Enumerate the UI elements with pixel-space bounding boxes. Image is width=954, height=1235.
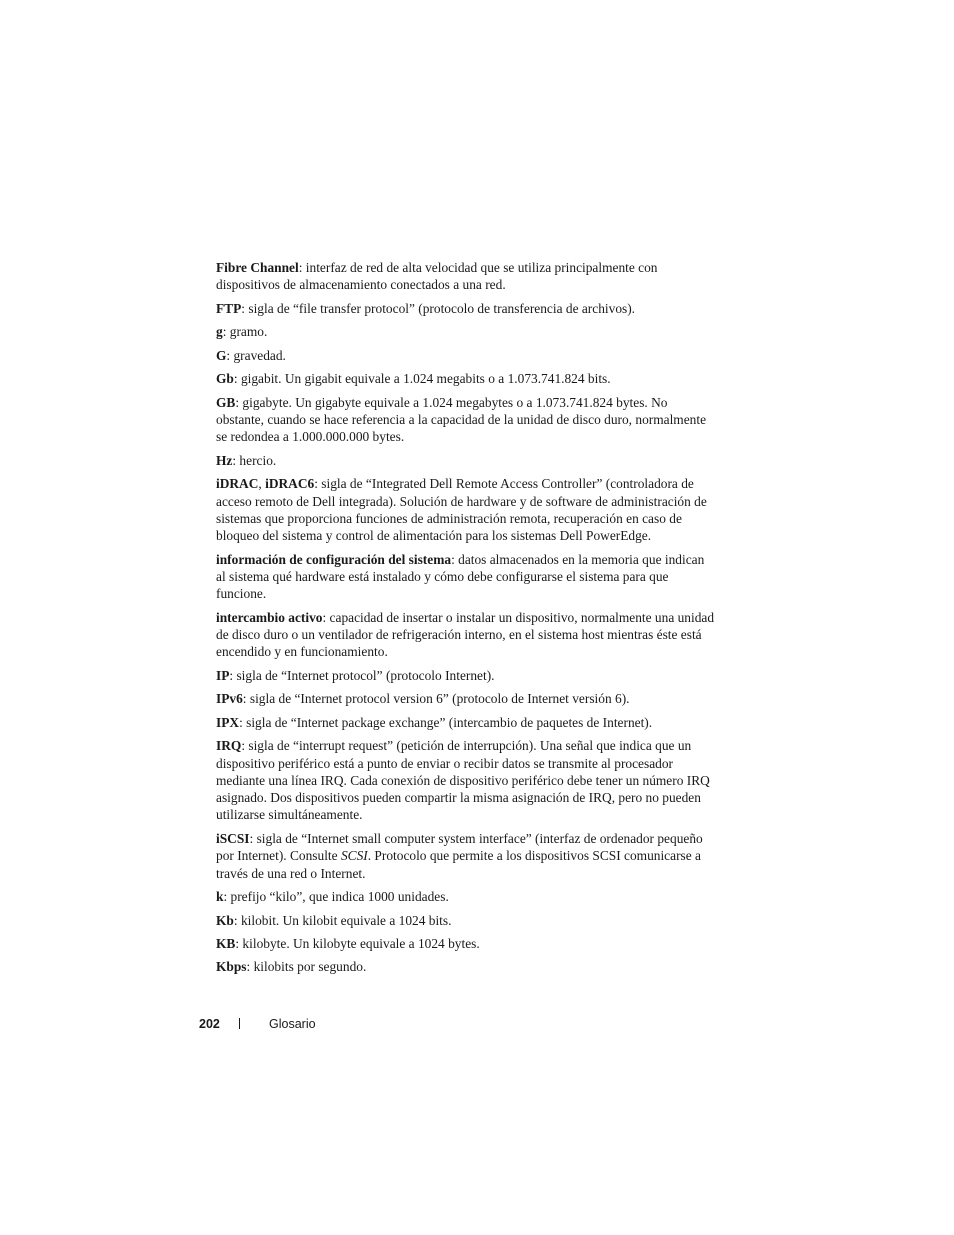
page-number: 202 xyxy=(199,1017,220,1031)
entry-term: IRQ xyxy=(216,738,242,754)
glossary-entry-idrac xyxy=(216,475,716,544)
entry-definition: : datos almacenados en la memoria que indican al sistema qué hardware está instalado y cómo debe configurarse el sistema para que funcione. xyxy=(216,551,705,602)
glossary-entry-intercambio-activo xyxy=(216,609,716,661)
entry-definition: : capacidad de insertar o instalar un dispositivo, normalmente una unidad de disco duro o un ventilador de refrigeración interno, en el sistema host mientras éste está encendido y en funcionamiento. xyxy=(216,609,715,660)
entry-term: G xyxy=(216,347,227,363)
glossary-entry-iscsi xyxy=(216,830,716,882)
entry-definition: : hercio. xyxy=(232,452,277,468)
glossary-entry-g-lower xyxy=(216,323,716,340)
entry-term: información de configuración del sistema xyxy=(216,551,452,567)
glossary-entry-g-upper xyxy=(216,347,716,364)
entry-term: Gb xyxy=(216,371,234,387)
entry-term: k xyxy=(216,889,224,905)
glossary-entry-kbps xyxy=(216,958,716,975)
page-footer xyxy=(199,1015,316,1033)
entry-definition-continued: . Protocolo que permite a los dispositivos SCSI comunicarse a través de una red o Internet. xyxy=(216,848,701,881)
entry-term: IPX xyxy=(216,714,240,730)
entry-definition: : gravedad. xyxy=(226,347,286,363)
entry-definition: : sigla de “file transfer protocol” (protocolo de transferencia de archivos). xyxy=(241,300,636,316)
entry-term: Kb xyxy=(216,912,234,928)
entry-term: g xyxy=(216,324,223,340)
glossary-entry-hz xyxy=(216,452,716,469)
glossary-entry-gb-bit xyxy=(216,370,716,387)
entry-definition: : sigla de “Integrated Dell Remote Access Controller” (controladora de acceso remoto de Dell integrada). Solución de hardware y de software de administración de sistemas que proporciona funciones de administración remota, recuperación en caso de bloqueo del sistema y control de alimentación para los sistemas Dell PowerEdge. xyxy=(216,476,707,544)
entry-term: iSCSI xyxy=(216,830,250,846)
entry-cross-reference: SCSI xyxy=(340,848,368,864)
entry-term: IP xyxy=(216,667,230,683)
entry-term: IPv6 xyxy=(216,691,243,707)
entry-term-secondary: iDRAC6 xyxy=(265,476,315,492)
entry-definition: : gigabit. Un gigabit equivale a 1.024 megabits o a 1.073.741.824 bits. xyxy=(233,371,611,387)
entry-term: iDRAC xyxy=(216,476,259,492)
glossary-entry-kb-bit xyxy=(216,912,716,929)
entry-term: Kbps xyxy=(216,959,247,975)
glossary-entry-kb-byte xyxy=(216,935,716,952)
entry-definition: : kilobyte. Un kilobyte equivale a 1024 bytes. xyxy=(235,935,480,951)
section-title: Glosario xyxy=(269,1017,316,1031)
entry-term: intercambio activo xyxy=(216,609,323,625)
entry-definition: : sigla de “Internet protocol version 6” (protocolo de Internet versión 6). xyxy=(242,691,630,707)
entry-term: KB xyxy=(216,935,236,951)
glossary-entry-ipv6 xyxy=(216,690,716,707)
footer-divider xyxy=(239,1018,240,1029)
glossary-entry-informacion-configuracion xyxy=(216,551,716,603)
entry-term: GB xyxy=(216,394,236,410)
glossary-entry-fibre-channel xyxy=(216,259,716,294)
entry-definition: : sigla de “Internet protocol” (protocolo Internet). xyxy=(229,667,495,683)
glossary-entry-gb-byte xyxy=(216,394,716,446)
glossary-entries xyxy=(216,259,716,982)
entry-term-separator: , xyxy=(258,476,266,492)
entry-definition: : kilobits por segundo. xyxy=(246,959,367,975)
entry-term: Fibre Channel xyxy=(216,260,299,275)
glossary-entry-ip xyxy=(216,667,716,684)
entry-definition: : kilobit. Un kilobit equivale a 1024 bits. xyxy=(233,912,452,928)
entry-definition: : prefijo “kilo”, que indica 1000 unidades. xyxy=(223,889,449,905)
entry-definition: : sigla de “Internet small computer system interface” (interfaz de ordenador pequeño por Internet). Consulte xyxy=(216,830,703,864)
entry-definition: : interfaz de red de alta velocidad que se utiliza principalmente con dispositivos de almacenamiento conectados a una red. xyxy=(216,260,658,293)
glossary-entry-ftp xyxy=(216,300,716,317)
glossary-entry-irq xyxy=(216,737,716,823)
entry-definition: : gigabyte. Un gigabyte equivale a 1.024 megabytes o a 1.073.741.824 bytes. No obstante, cuando se hace referencia a la capacidad de la unidad de disco duro, normalmente se redondea a 1.000.000.000 bytes. xyxy=(216,394,707,445)
entry-definition: : gramo. xyxy=(222,324,268,340)
entry-term: Hz xyxy=(216,452,233,468)
entry-definition: : sigla de “Internet package exchange” (intercambio de paquetes de Internet). xyxy=(239,714,653,730)
glossary-entry-ipx xyxy=(216,714,716,731)
entry-term: FTP xyxy=(216,300,242,316)
entry-definition: : sigla de “interrupt request” (petición de interrupción). Una señal que indica que un dispositivo periférico está a punto de enviar o recibir datos se transmite al procesador mediante una línea IRQ. Cada conexión de dispositivo periférico debe tener un número IRQ asignado. Dos dispositivos pueden compartir la misma asignación de IRQ, pero no pueden utilizarse simultáneamente. xyxy=(216,738,710,823)
glossary-entry-k xyxy=(216,888,716,905)
